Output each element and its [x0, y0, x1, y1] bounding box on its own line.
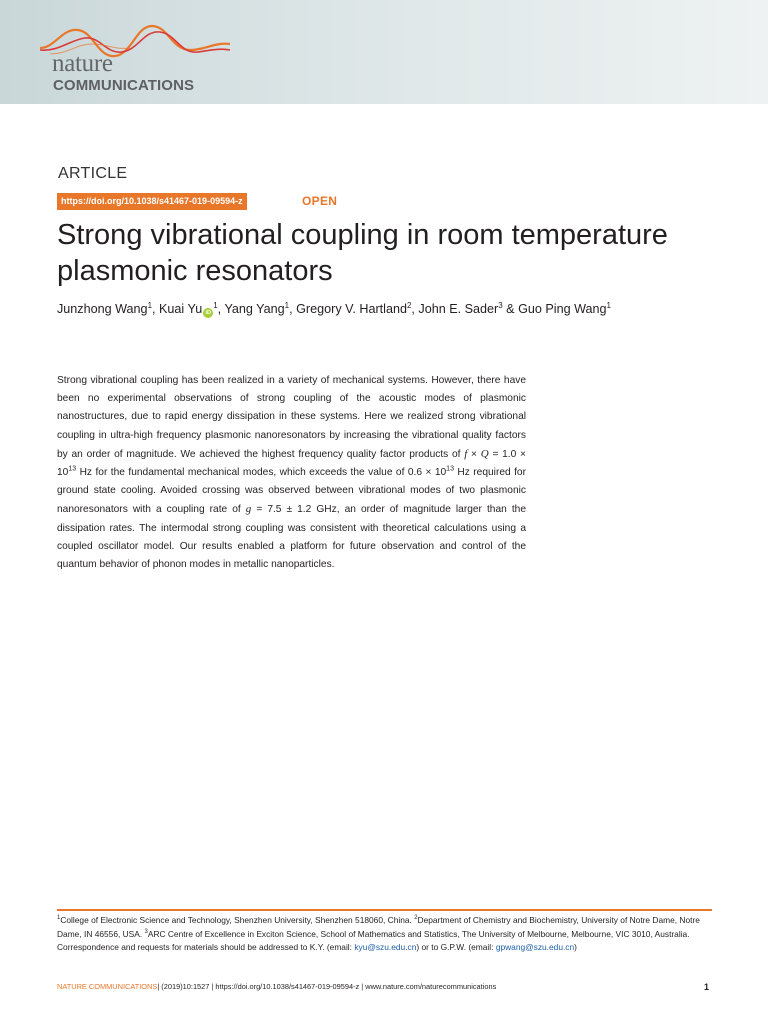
- journal-header-band: [0, 0, 768, 104]
- journal-logo-nature: nature: [52, 50, 113, 77]
- journal-logo-communications: COMMUNICATIONS: [53, 77, 195, 94]
- footnote-divider: [57, 909, 712, 911]
- author-affiliation: 1: [213, 300, 218, 310]
- orcid-icon[interactable]: iD: [203, 308, 213, 318]
- author-affiliation: 3: [498, 300, 503, 310]
- author-name[interactable]: Gregory V. Hartland: [296, 302, 407, 316]
- doi-badge-link[interactable]: https://doi.org/10.1038/s41467-019-09594-z: [57, 193, 247, 210]
- author-name[interactable]: Yang Yang: [224, 302, 285, 316]
- author-name[interactable]: Kuai Yu: [159, 302, 203, 316]
- email-link-ky[interactable]: kyu@szu.edu.cn: [354, 942, 417, 952]
- author-affiliation: 1: [147, 300, 153, 310]
- author-name[interactable]: Guo Ping Wang: [518, 302, 607, 316]
- author-name[interactable]: Junzhong Wang: [57, 302, 148, 316]
- footer-journal-name: NATURE COMMUNICATIONS: [57, 982, 158, 991]
- author-affiliation: 2: [406, 300, 412, 310]
- author-separator: ,: [411, 302, 419, 316]
- author-separator: &: [502, 302, 519, 316]
- author-separator: ,: [152, 302, 160, 316]
- author-list: [57, 300, 717, 318]
- author-name[interactable]: John E. Sader: [418, 302, 499, 316]
- footer-citation: | (2019)10:1527 | https://doi.org/10.1038/s41467-019-09594-z | www.nature.com/naturecommunications: [157, 982, 497, 991]
- affiliations-footnote: $^1$College of Electronic Science and Technology, Shenzhen University, Shenzhen 518060, China. $^2$Department of Chemistry and Biochemistry, University of Notre Dame, Notre Dame, IN 46556, USA. $^3$ARC Centre of Excellence in Exciton Science, School of Mathematics and Statistics, The University of Melbourne, Melbourne, VIC 3010, Australia. Correspondence and requests for materials should be addressed to K.Y. (email: kyu@szu.edu.cn) or to G.P.W. (email: gpwang@szu.edu.cn): [57, 915, 700, 952]
- author-separator: ,: [217, 302, 225, 316]
- article-title: Strong vibrational coupling in room temperature plasmonic resonators: [57, 219, 668, 287]
- author-separator: ,: [289, 302, 297, 316]
- page-number: 1: [704, 982, 710, 992]
- open-access-label: OPEN: [302, 194, 338, 208]
- article-type-label: ARTICLE: [58, 165, 128, 182]
- page-footer: [57, 982, 496, 991]
- email-link-gpw[interactable]: gpwang@szu.edu.cn: [495, 942, 575, 952]
- author-affiliation: 1: [284, 300, 290, 310]
- author-affiliation: 1: [606, 300, 611, 310]
- abstract-paragraph: Strong vibrational coupling has been realized in a variety of mechanical systems. However, there have been no experimental observations of strong coupling of the acoustic modes of plasmonic nanostructures, due to rapid energy dissipation in these systems. Here we realized strong vibrational coupling in ultra-high frequency plasmonic nanoresonators by increasing the vibrational quality factors by an order of magnitude. We achieved the highest frequency quality factor products of $f \times Q = 1.0 \times 10^{13}$ Hz for the fundamental mechanical modes, which exceeds the value of $0.6 \times 10^{13}$ Hz required for ground state cooling. Avoided crossing was observed between vibrational modes of two plasmonic nanoresonators with a coupling rate of g = 7.5 ± 1.2 GHz, an order of magnitude larger than the dissipation rates. The intermodal strong coupling was consistent with theoretical calculations using a coupled oscillator model. Our results enabled a platform for future observation and control of the quantum behavior of phonon modes in metallic nanoparticles.: [57, 375, 527, 571]
